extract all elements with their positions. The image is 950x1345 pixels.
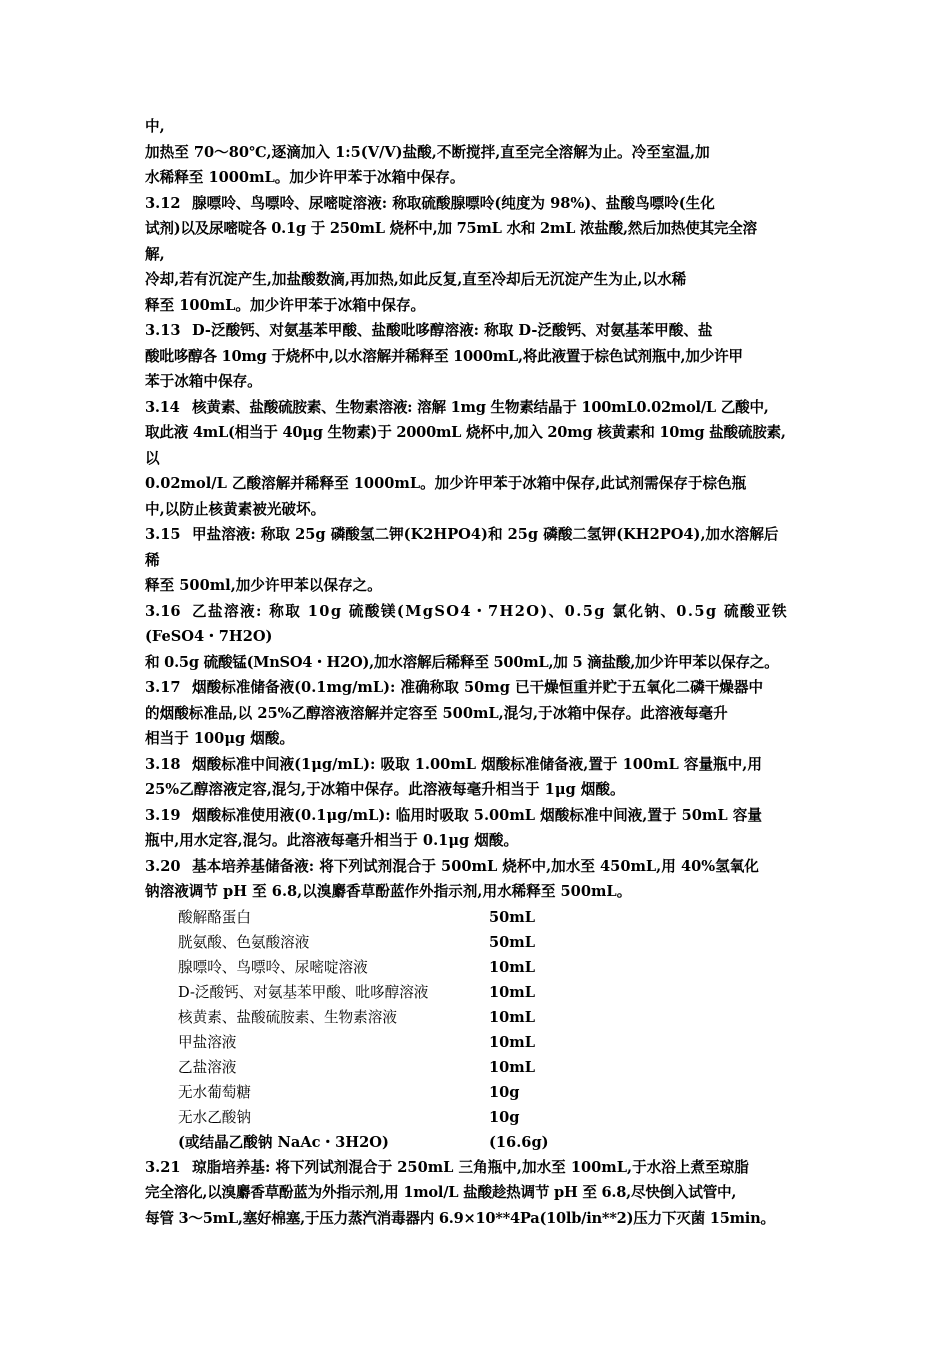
section-number: 3.12 <box>145 194 181 212</box>
section-text: 烟酸标准中间液(1μg/mL): 吸取 1.00mL 烟酸标准储备液,置于 100mL 容量瓶中,用 <box>192 755 762 773</box>
section-number: 3.17 <box>145 679 181 696</box>
section-text: 基本培养基储备液: 将下列试剂混合于 500mL 烧杯中,加水至 450mL,用 40%氢氧化 <box>192 857 759 875</box>
text-line: 的烟酸标准品,以 25%乙醇溶液溶解并定容至 500mL,混匀,于冰箱中保存。此溶液每毫升 <box>145 704 728 722</box>
text-line: 释至 100mL。加少许甲苯于冰箱中保存。 <box>145 296 426 314</box>
text-line: 释至 500ml,加少许甲苯以保存之。 <box>145 577 382 594</box>
section-text: 烟酸标准储备液(0.1mg/mL): 准确称取 50mg 已干燥恒重并贮于五氧化二磷干燥器中 <box>192 679 764 696</box>
text-line: 每管 3～5mL,塞好棉塞,于压力蒸汽消毒器内 6.9×10**4Pa(10lb/in**2)压力下灭菌 15min。 <box>145 1209 775 1227</box>
text-line: 酸吡哆醇各 10mg 于烧杯中,以水溶解并稀释至 1000mL,将此液置于棕色试剂瓶中,加少许甲 <box>145 347 743 365</box>
text-line: 水稀释至 1000mL。加少许甲苯于冰箱中保存。 <box>145 169 465 186</box>
table-row <box>145 1080 825 1105</box>
text-line: 瓶中,用水定容,混匀。此溶液每毫升相当于 0.1μg 烟酸。 <box>145 832 519 849</box>
reagent-amount: 10mL <box>489 958 536 976</box>
section-text: 甲盐溶液: 称取 25g 磷酸氢二钾(K2HPO4)和 25g 磷酸二氢钾(KH2PO4),加水溶解后 <box>192 526 779 543</box>
text-line: 和 0.5g 硫酸锰(MnSO4・H2O),加水溶解后稀释至 500mL,加 5 滴盐酸,加少许甲苯以保存之。 <box>145 653 779 671</box>
table-row <box>145 905 825 930</box>
reagent-amount: 50mL <box>489 933 536 951</box>
text-line: 完全溶化,以溴麝香草酚蓝为外指示剂,用 1mol/L 盐酸趁热调节 pH 至 6.8,尽快倒入试管中, <box>145 1184 737 1201</box>
reagent-name: 腺嘌呤、鸟嘌呤、尿嘧啶溶液 <box>178 958 368 976</box>
reagent-amount: 10mL <box>489 1008 536 1026</box>
section-text: D-泛酸钙、对氨基苯甲酸、盐酸吡哆醇溶液: 称取 D-泛酸钙、对氨基苯甲酸、盐 <box>192 322 713 339</box>
table-row <box>145 1105 825 1130</box>
section-3-18-heading-line <box>145 752 825 778</box>
text-line: 0.02mol/L 乙酸溶解并稀释至 1000mL。加少许甲苯于冰箱中保存,此试剂需保存于棕色瓶 <box>145 475 747 492</box>
section-number: 3.13 <box>145 322 181 339</box>
section-number: 3.14 <box>145 398 180 416</box>
section-number: 3.19 <box>145 806 181 824</box>
reagent-name: 无水乙酸钠 <box>178 1108 251 1126</box>
reagent-amount: (16.6g) <box>489 1133 549 1151</box>
section-text: 核黄素、盐酸硫胺素、生物素溶液: 溶解 1mg 生物素结晶于 100mL0.02mol/L 乙酸中, <box>192 398 769 416</box>
text-line: 25%乙醇溶液定容,混匀,于冰箱中保存。此溶液每毫升相当于 1μg 烟酸。 <box>145 781 625 798</box>
table-row <box>145 1030 825 1055</box>
text-line: 稀 <box>145 551 160 569</box>
section-text: 烟酸标准使用液(0.1μg/mL): 临用时吸取 5.00mL 烟酸标准中间液,置于 50mL 容量 <box>192 806 762 824</box>
section-3-17-heading-line <box>145 675 825 701</box>
reagent-amount: 10mL <box>489 1033 536 1051</box>
table-row <box>145 930 825 955</box>
section-3-13-heading-line <box>145 318 825 344</box>
reagent-name: 无水葡萄糖 <box>178 1083 251 1101</box>
document-body <box>145 114 825 1231</box>
section-3-14-heading-line <box>145 395 825 421</box>
table-row <box>145 1130 825 1155</box>
section-number: 3.16 <box>145 602 181 620</box>
section-text: 腺嘌呤、鸟嘌呤、尿嘧啶溶液: 称取硫酸腺嘌呤(纯度为 98%)、盐酸鸟嘌呤(生化 <box>192 194 715 212</box>
medium-composition-table <box>145 905 825 1155</box>
reagent-amount: 10g <box>489 1083 520 1101</box>
reagent-amount: 10mL <box>489 1058 536 1076</box>
section-number: 3.20 <box>145 857 181 875</box>
reagent-name: 胱氨酸、色氨酸溶液 <box>178 933 310 951</box>
reagent-name: 甲盐溶液 <box>178 1033 237 1051</box>
text-line: 取此液 4mL(相当于 40μg 生物素)于 2000mL 烧杯中,加入 20mg 核黄素和 10mg 盐酸硫胺素, <box>145 424 786 441</box>
section-number: 3.15 <box>145 526 181 543</box>
section-3-19-heading-line <box>145 803 825 829</box>
reagent-name: 酸解酪蛋白 <box>178 908 251 926</box>
table-row <box>145 1055 825 1080</box>
text-line: (FeSO4・7H2O) <box>145 628 273 645</box>
text-line: 中,以防止核黄素被光破坏。 <box>145 500 326 518</box>
text-line: 解, <box>145 245 165 263</box>
text-line: 以 <box>145 449 160 467</box>
table-row <box>145 980 825 1005</box>
section-number: 3.21 <box>145 1158 181 1176</box>
text-line: 相当于 100μg 烟酸。 <box>145 730 295 747</box>
reagent-amount: 10mL <box>489 983 536 1001</box>
text-line: 中, <box>145 118 165 135</box>
section-3-21-heading-line <box>145 1155 825 1181</box>
section-text: 琼脂培养基: 将下列试剂混合于 250mL 三角瓶中,加水至 100mL,于水浴上煮至琼脂 <box>192 1158 749 1176</box>
reagent-name: 乙盐溶液 <box>178 1058 237 1076</box>
text-line: 钠溶液调节 pH 至 6.8,以溴麝香草酚蓝作外指示剂,用水稀释至 500mL。 <box>145 883 632 900</box>
reagent-name: (或结晶乙酸钠 NaAc・3H2O) <box>178 1133 389 1151</box>
table-row <box>145 955 825 980</box>
reagent-name: 核黄素、盐酸硫胺素、生物素溶液 <box>178 1008 397 1026</box>
section-3-20-heading-line <box>145 854 825 880</box>
reagent-amount: 50mL <box>489 908 536 926</box>
section-3-12-heading-line <box>145 191 825 217</box>
reagent-amount: 10g <box>489 1108 520 1126</box>
table-row <box>145 1005 825 1030</box>
text-line: 苯于冰箱中保存。 <box>145 373 262 390</box>
reagent-name: D-泛酸钙、对氨基苯甲酸、吡哆醇溶液 <box>178 983 429 1001</box>
section-number: 3.18 <box>145 755 181 773</box>
text-line: 试剂)以及尿嘧啶各 0.1g 于 250mL 烧杯中,加 75mL 水和 2mL 浓盐酸,然后加热使其完全溶 <box>145 220 757 237</box>
section-text: 乙盐溶液: 称取 10g 硫酸镁(MgSO4・7H2O)、0.5g 氯化钠、0.5g 硫酸亚铁 <box>192 602 788 620</box>
text-line: 加热至 70～80℃,逐滴加入 1:5(V/V)盐酸,不断搅拌,直至完全溶解为止。冷至室温,加 <box>145 143 710 161</box>
section-3-16-heading-line <box>145 599 825 625</box>
text-line: 冷却,若有沉淀产生,加盐酸数滴,再加热,如此反复,直至冷却后无沉淀产生为止,以水稀 <box>145 271 687 288</box>
section-3-15-heading-line <box>145 522 825 548</box>
